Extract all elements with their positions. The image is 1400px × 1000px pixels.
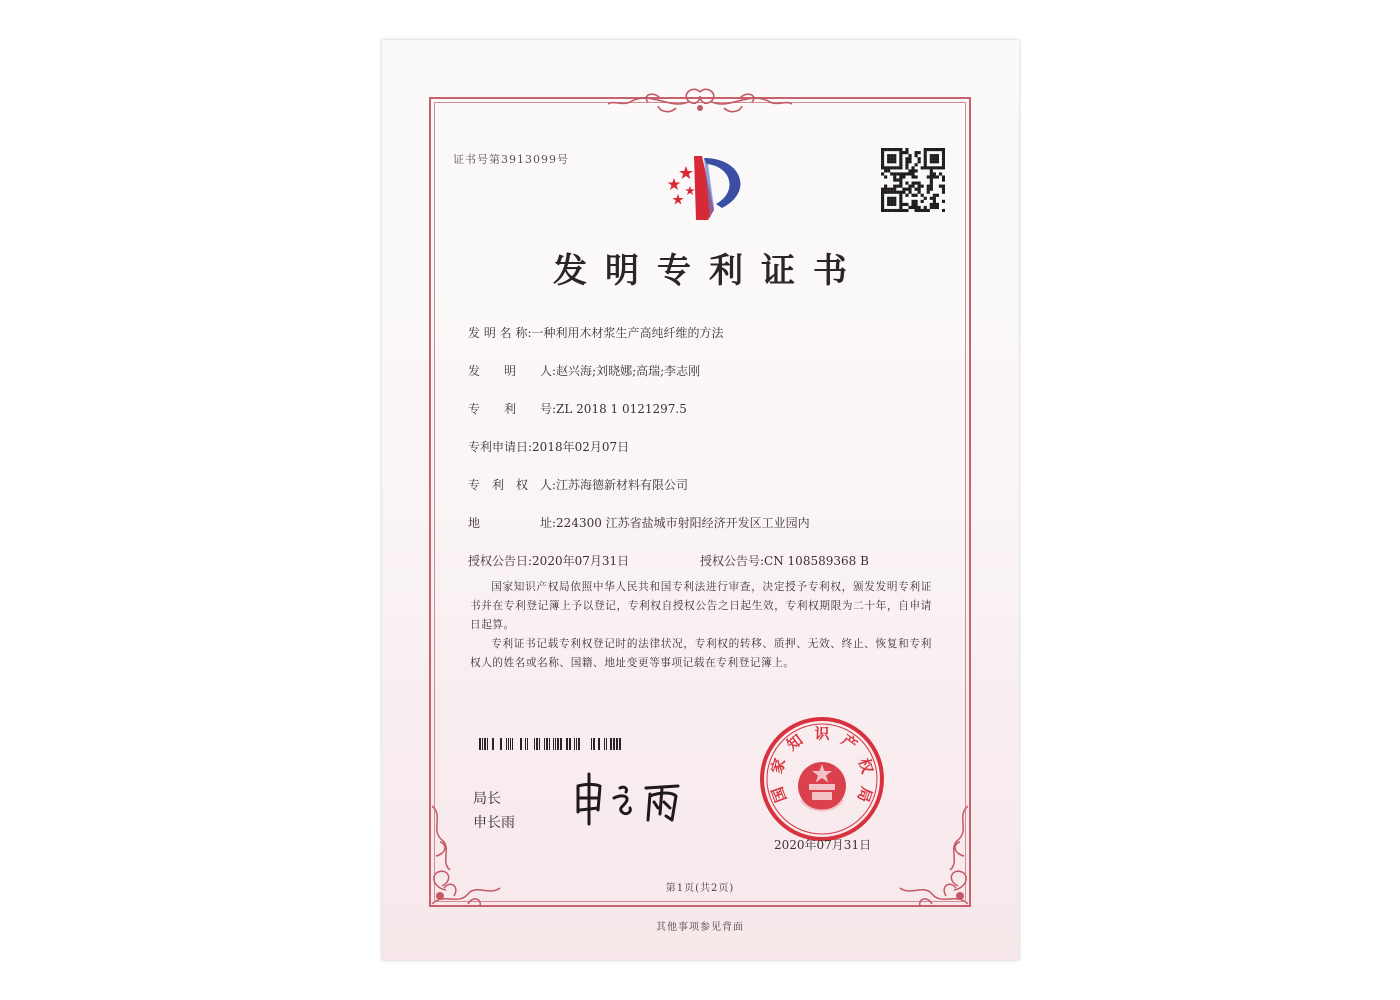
- field-label: 专利申请日:: [468, 440, 533, 454]
- official-seal-icon: [757, 714, 887, 844]
- cnipa-logo-icon: [650, 148, 750, 228]
- field-label: 发 明 名 称:: [468, 326, 532, 340]
- field-patent-number: [468, 400, 687, 417]
- field-label: 专 利 号:: [468, 402, 557, 416]
- director-signature: [568, 768, 708, 828]
- field-label: 专 利 权 人:: [468, 478, 557, 492]
- field-label: 授权公告号:: [700, 554, 765, 568]
- certificate-title: 发明专利证书: [553, 251, 865, 291]
- field-address: [468, 514, 810, 531]
- certificate-number: 证书号第3913099号: [453, 153, 569, 166]
- page-number: 第1页(共2页): [665, 883, 735, 894]
- field-filing-date: [468, 438, 629, 455]
- seal-character: 局: [853, 784, 876, 805]
- field-patentee: [468, 476, 688, 493]
- seal-character: 知: [783, 730, 807, 755]
- statement-paragraph-2: 专利证书记载专利权登记时的法律状况，专利权的转移、质押、无效、终止、恢复和专利权人的姓名或名称、国籍、地址变更等事项记载在专利登记簿上。: [470, 638, 932, 669]
- field-inventors: [468, 362, 700, 379]
- back-page-note: 其他事项参见背面: [656, 922, 744, 933]
- corner-ornament-right: [886, 796, 976, 912]
- field-value: CN 108589368 B: [764, 554, 869, 568]
- seal-character: 家: [767, 756, 790, 776]
- field-label: 地 址:: [468, 516, 557, 530]
- field-value: 一种利用木材浆生产高纯纤维的方法: [531, 326, 724, 340]
- seal-character: 识: [814, 724, 830, 743]
- seal-character: 国: [768, 784, 791, 805]
- barcode-icon: [471, 738, 629, 750]
- field-value: 2020年07月31日: [532, 554, 630, 568]
- seal-character: 产: [837, 730, 861, 755]
- top-ornament: [600, 86, 800, 120]
- director-name: 申长雨: [473, 815, 515, 831]
- field-grant-number: [700, 552, 869, 569]
- field-value: 224300 江苏省盐城市射阳经济开发区工业园内: [556, 516, 810, 530]
- field-value: 赵兴海;刘晓娜;高瑞;李志刚: [556, 364, 701, 378]
- seal-character: 权: [854, 756, 877, 776]
- field-value: 2018年02月07日: [532, 440, 630, 454]
- field-value: 江苏海德新材料有限公司: [556, 478, 689, 492]
- seal-date: 2020年07月31日: [774, 838, 872, 852]
- field-label: 发 明 人:: [468, 364, 557, 378]
- director-title: 局长: [473, 791, 501, 807]
- field-value: ZL 2018 1 0121297.5: [556, 402, 687, 416]
- field-grant-date: [468, 552, 629, 569]
- field-label: 授权公告日:: [468, 554, 533, 568]
- qr-code-icon[interactable]: [881, 148, 945, 212]
- field-invention-name: [468, 324, 724, 341]
- statement-paragraph-1: 国家知识产权局依照中华人民共和国专利法进行审查，决定授予专利权，颁发发明专利证书并在专利登记簿上予以登记，专利权自授权公告之日起生效，专利权期限为二十年，自申请日起算。: [470, 581, 932, 631]
